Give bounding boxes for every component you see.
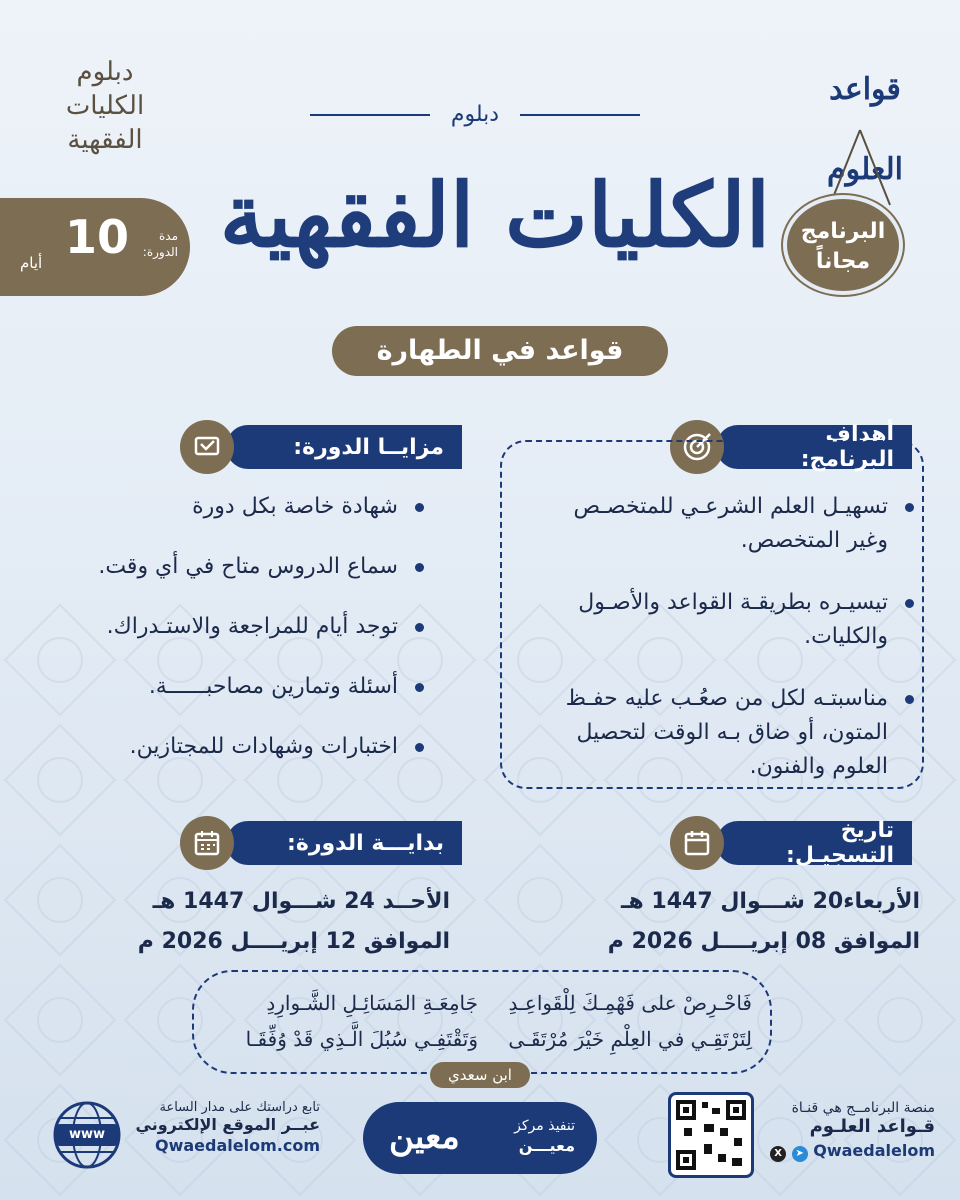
goals-title: أهداف البرنامج: [716,425,912,469]
list-item: أسئلة وتمارين مصاحبــــــة. [70,670,430,704]
poem-verse: جَامِعَـةِ المَسَائِـلِ الشَّـوارِدِ [266,991,478,1015]
poem-right [492,985,752,1057]
web-line2: عبــر الموقع الإلكتروني [135,1115,320,1134]
divider [310,114,430,116]
list-item: اختبارات وشهادات للمجتازين. [70,730,430,764]
globe-icon [48,1096,126,1174]
poem-author: ابن سعدي [430,1062,530,1088]
free-badge [783,195,903,295]
corner-logo-text: دبلوم الكليات الفقهية [65,57,145,155]
start-heading [180,818,462,868]
handle-text[interactable]: Qwaedalelom [813,1141,935,1160]
calendar-clock-icon [670,816,724,870]
registration-title: تاريخ التسجيـل: [716,821,912,865]
platform-info [755,1100,935,1162]
main-title: الكليات الفقهية [219,163,771,267]
center-line1: تنفيذ مركز [514,1118,575,1134]
start-dates [120,882,450,962]
subtitle-pill: قواعد في الطهارة [332,326,668,376]
web-line1: تابع دراستك على مدار الساعة [159,1100,320,1115]
registration-gregorian: الموافق 08 إبريــــل 2026 م [607,929,920,954]
start-gregorian: الموافق 12 إبريــــل 2026 م [137,929,450,954]
x-icon[interactable]: X [770,1146,786,1162]
brand-logo-text: قواعد العلوم [827,72,903,187]
poem-left [208,985,478,1057]
goals-list [540,490,920,784]
brand-logo [800,50,930,187]
certificate-icon [180,420,234,474]
social-handle-row [755,1141,935,1162]
free-badge-line1: البرنامج [800,219,886,244]
poem-verse: وَتَقْتَفِـي سُبُلَ الَّـذِي قَدْ وُفِّقَـا [245,1027,478,1051]
center-badge [363,1102,597,1174]
duration-label-2: الدورة: [142,245,178,259]
center-text [514,1116,575,1156]
start-title: بدايـــة الدورة: [226,821,462,865]
poem-verse: لِتَرْتَقِـي في العِلْمِ خَيْرَ مُرْتَقَـى [508,1027,752,1051]
platform-line1: منصة البرنامــج هي قنـاة [791,1100,935,1116]
list-item: مناسبتـه لكل من صعُـب عليه حفـظ المتون، أو ضاق بـه الوقت لتحصيل العلوم والفنون. [540,682,920,784]
platform-line2: قـواعد العلـوم [809,1116,935,1137]
features-title: مزايــا الدورة: [226,425,462,469]
qr-icon [674,1098,748,1172]
duration-label-1: مدة [158,229,178,243]
list-item: تسهيـل العلم الشرعـي للمتخصـص وغير المتخصص. [540,490,920,558]
list-item: تيسيـره بطريقـة القواعد والأصـول والكليات. [540,586,920,654]
free-badge-line2: مجاناً [815,249,871,274]
center-logo: معين [389,1117,460,1157]
center-line2: معيـــن [518,1136,575,1155]
duration-label [138,228,178,260]
website-info [135,1100,320,1155]
list-item: توجد أيام للمراجعة والاستـدراك. [70,610,430,644]
qr-code[interactable] [668,1092,754,1178]
calendar-icon [180,816,234,870]
registration-dates [600,882,920,962]
corner-logo [40,55,170,165]
website-link[interactable]: Qwaedalelom.com [155,1136,320,1155]
duration-unit: أيام [20,254,43,272]
registration-hijri: الأربعاء20 شـــوال 1447 هـ [620,889,920,914]
duration-badge [0,198,190,296]
list-item: شهادة خاصة بكل دورة [70,490,430,524]
duration-value: 10 [65,210,130,264]
telegram-icon[interactable]: ➤ [792,1146,808,1162]
features-list [70,490,430,764]
list-item: سماع الدروس متاح في أي وقت. [70,550,430,584]
registration-heading [670,818,912,868]
diploma-label: دبلوم [450,102,500,127]
www-label: www [68,1127,106,1142]
features-heading [180,422,462,472]
start-hijri: الأحــد 24 شـــوال 1447 هـ [152,889,450,914]
diploma-label-row [310,102,640,132]
poem-verse: فَاحْـرِصْ على فَهْمِـكَ لِلْقَواعِـدِ [508,991,752,1015]
divider [520,114,640,116]
